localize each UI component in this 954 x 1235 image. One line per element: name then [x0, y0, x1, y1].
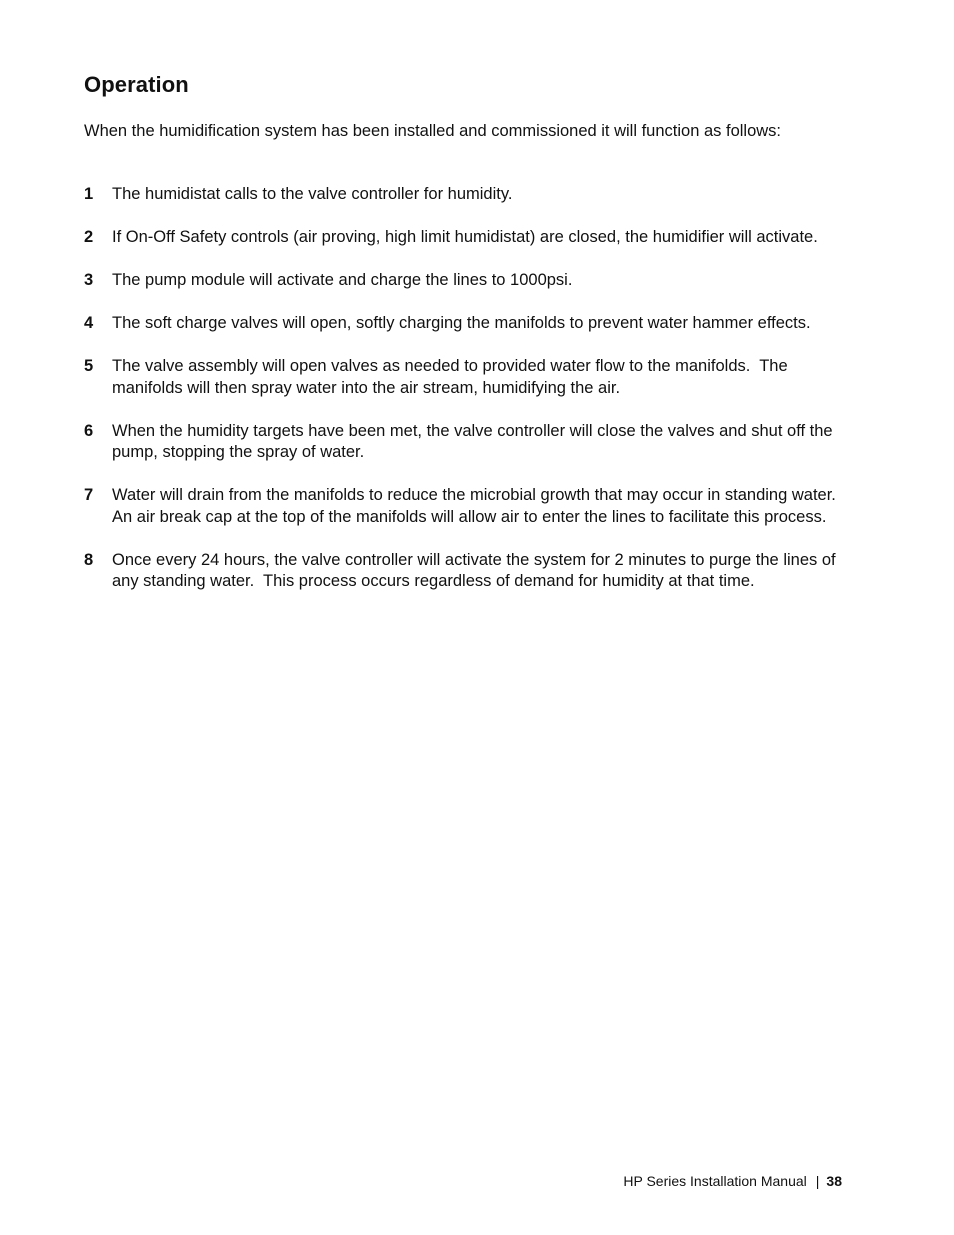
section-heading: Operation [84, 72, 189, 97]
operation-steps-list [84, 184, 844, 614]
step-text: When the humidity targets have been met, the valve controller will close the valves and shut off the pump, stopping the spray of water. [112, 421, 838, 461]
step-number: 6 [84, 421, 94, 440]
step-number: 1 [84, 185, 94, 203]
list-item [84, 550, 844, 593]
step-number: 2 [84, 228, 94, 246]
step-text: Once every 24 hours, the valve controller will activate the system for 2 minutes to purge the lines of any standing water. This process occurs regardless of demand for humidity at that time. [112, 550, 841, 590]
list-item [84, 485, 844, 528]
page-footer [623, 1173, 842, 1189]
step-text: Water will drain from the manifolds to reduce the microbial growth that may occur in standing water. An air break cap at the top of the manifolds will allow air to enter the lines to facilitate this process. [112, 486, 845, 526]
step-text: The valve assembly will open valves as needed to provided water flow to the manifolds. The manifolds will then spray water into the air stream, humidifying the air. [112, 357, 793, 397]
footer-manual-title: HP Series Installation Manual [623, 1173, 807, 1189]
list-item [84, 227, 844, 249]
step-text: The pump module will activate and charge the lines to 1000psi. [112, 271, 573, 289]
step-number: 5 [84, 357, 94, 375]
step-text: The soft charge valves will open, softly charging the manifolds to prevent water hammer effects. [112, 314, 811, 332]
step-text: If On-Off Safety controls (air proving, high limit humidistat) are closed, the humidifier will activate. [112, 228, 818, 246]
list-item [84, 270, 844, 292]
step-text: The humidistat calls to the valve controller for humidity. [112, 185, 513, 203]
footer-separator: | [815, 1173, 820, 1189]
step-number: 8 [84, 550, 94, 569]
step-number: 7 [84, 486, 94, 504]
list-item [84, 356, 844, 399]
list-item [84, 313, 844, 335]
step-number: 3 [84, 271, 94, 289]
step-number: 4 [84, 314, 94, 332]
list-item [84, 184, 844, 206]
intro-paragraph: When the humidification system has been installed and commissioned it will function as follows: [84, 122, 782, 140]
list-item [84, 421, 844, 464]
page-number: 38 [826, 1173, 842, 1189]
